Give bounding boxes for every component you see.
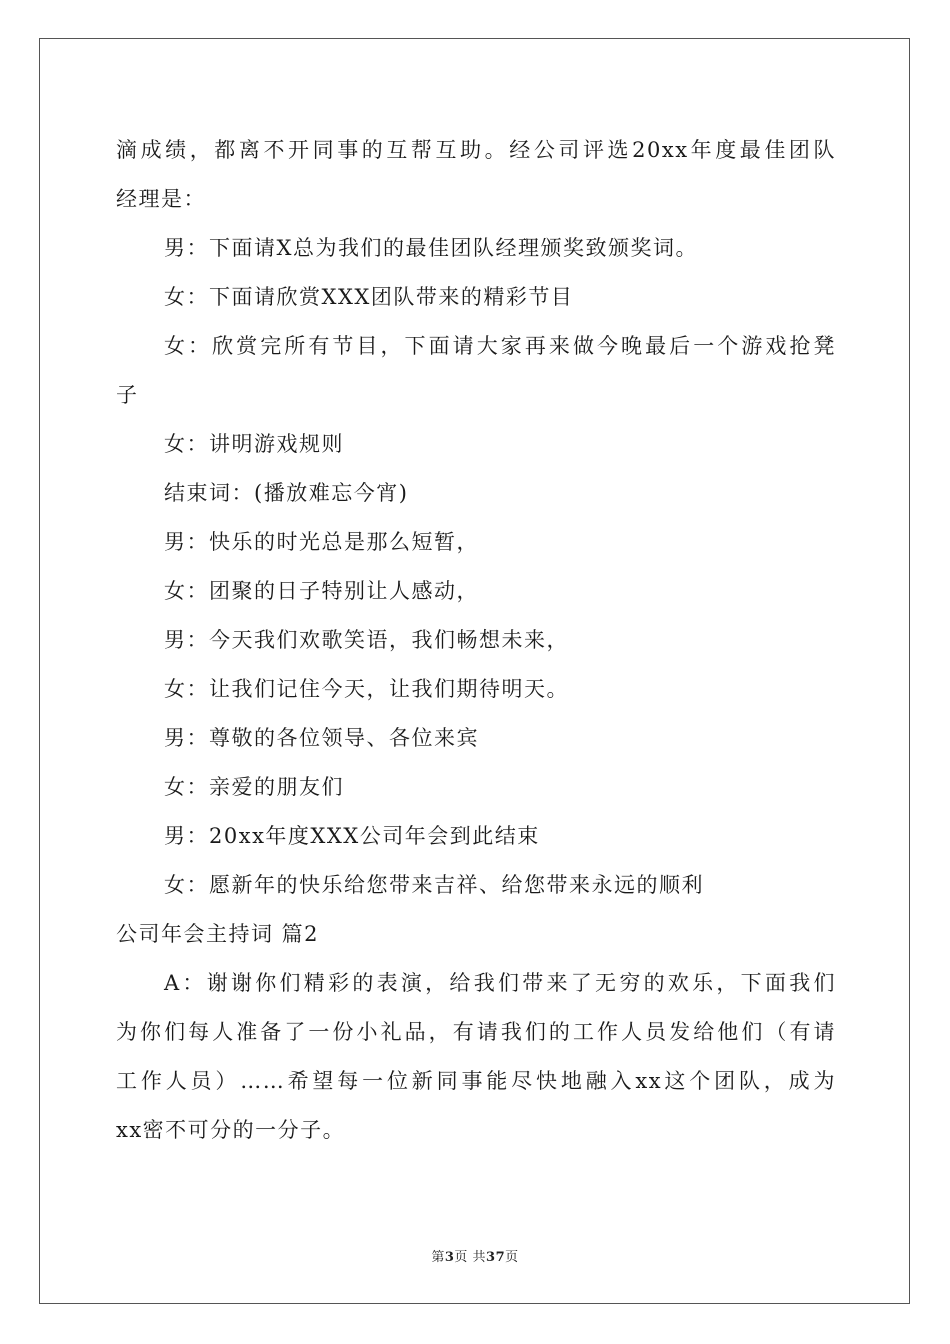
page-footer bbox=[0, 1246, 950, 1265]
text-line: 为你们每人准备了一份小礼品，有请我们的工作人员发给他们（有请 bbox=[116, 1020, 836, 1044]
total-pages-number: 37 bbox=[486, 1250, 506, 1265]
text-line: 女：愿新年的快乐给您带来吉祥、给您带来永远的顺利 bbox=[164, 873, 704, 897]
text-line: 女：下面请欣赏XXX团队带来的精彩节目 bbox=[164, 285, 574, 309]
footer-middle: 页 共 bbox=[454, 1250, 487, 1265]
footer-suffix: 页 bbox=[505, 1250, 519, 1265]
text-line: 男：20xx年度XXX公司年会到此结束 bbox=[164, 824, 540, 848]
text-line: 经理是： bbox=[116, 187, 206, 211]
text-line: 女：讲明游戏规则 bbox=[164, 432, 344, 456]
footer-prefix: 第 bbox=[431, 1250, 445, 1265]
text-line: 女：欣赏完所有节目，下面请大家再来做今晚最后一个游戏抢凳 bbox=[164, 334, 836, 358]
document-body bbox=[116, 126, 836, 1155]
current-page-number: 3 bbox=[444, 1250, 455, 1265]
text-line: xx密不可分的一分子。 bbox=[116, 1118, 346, 1142]
text-line: 子 bbox=[116, 383, 139, 407]
text-line: 公司年会主持词 篇2 bbox=[116, 922, 320, 946]
text-line: 女：让我们记住今天，让我们期待明天。 bbox=[164, 677, 569, 701]
text-line: 男：下面请X总为我们的最佳团队经理颁奖致颁奖词。 bbox=[164, 236, 698, 260]
text-line: 结束词：(播放难忘今宵) bbox=[164, 481, 409, 505]
text-line: 女：团聚的日子特别让人感动， bbox=[164, 579, 479, 603]
text-line: 男：今天我们欢歌笑语，我们畅想未来， bbox=[164, 628, 569, 652]
text-line: 男：快乐的时光总是那么短暂， bbox=[164, 530, 479, 554]
text-line: 女：亲爱的朋友们 bbox=[164, 775, 344, 799]
text-line: 滴成绩，都离不开同事的互帮互助。经公司评选20xx年度最佳团队 bbox=[116, 138, 836, 162]
text-line: 男：尊敬的各位领导、各位来宾 bbox=[164, 726, 479, 750]
text-line: 工作人员）……希望每一位新同事能尽快地融入xx这个团队，成为 bbox=[116, 1069, 836, 1093]
text-line: A：谢谢你们精彩的表演，给我们带来了无穷的欢乐，下面我们 bbox=[164, 971, 836, 995]
